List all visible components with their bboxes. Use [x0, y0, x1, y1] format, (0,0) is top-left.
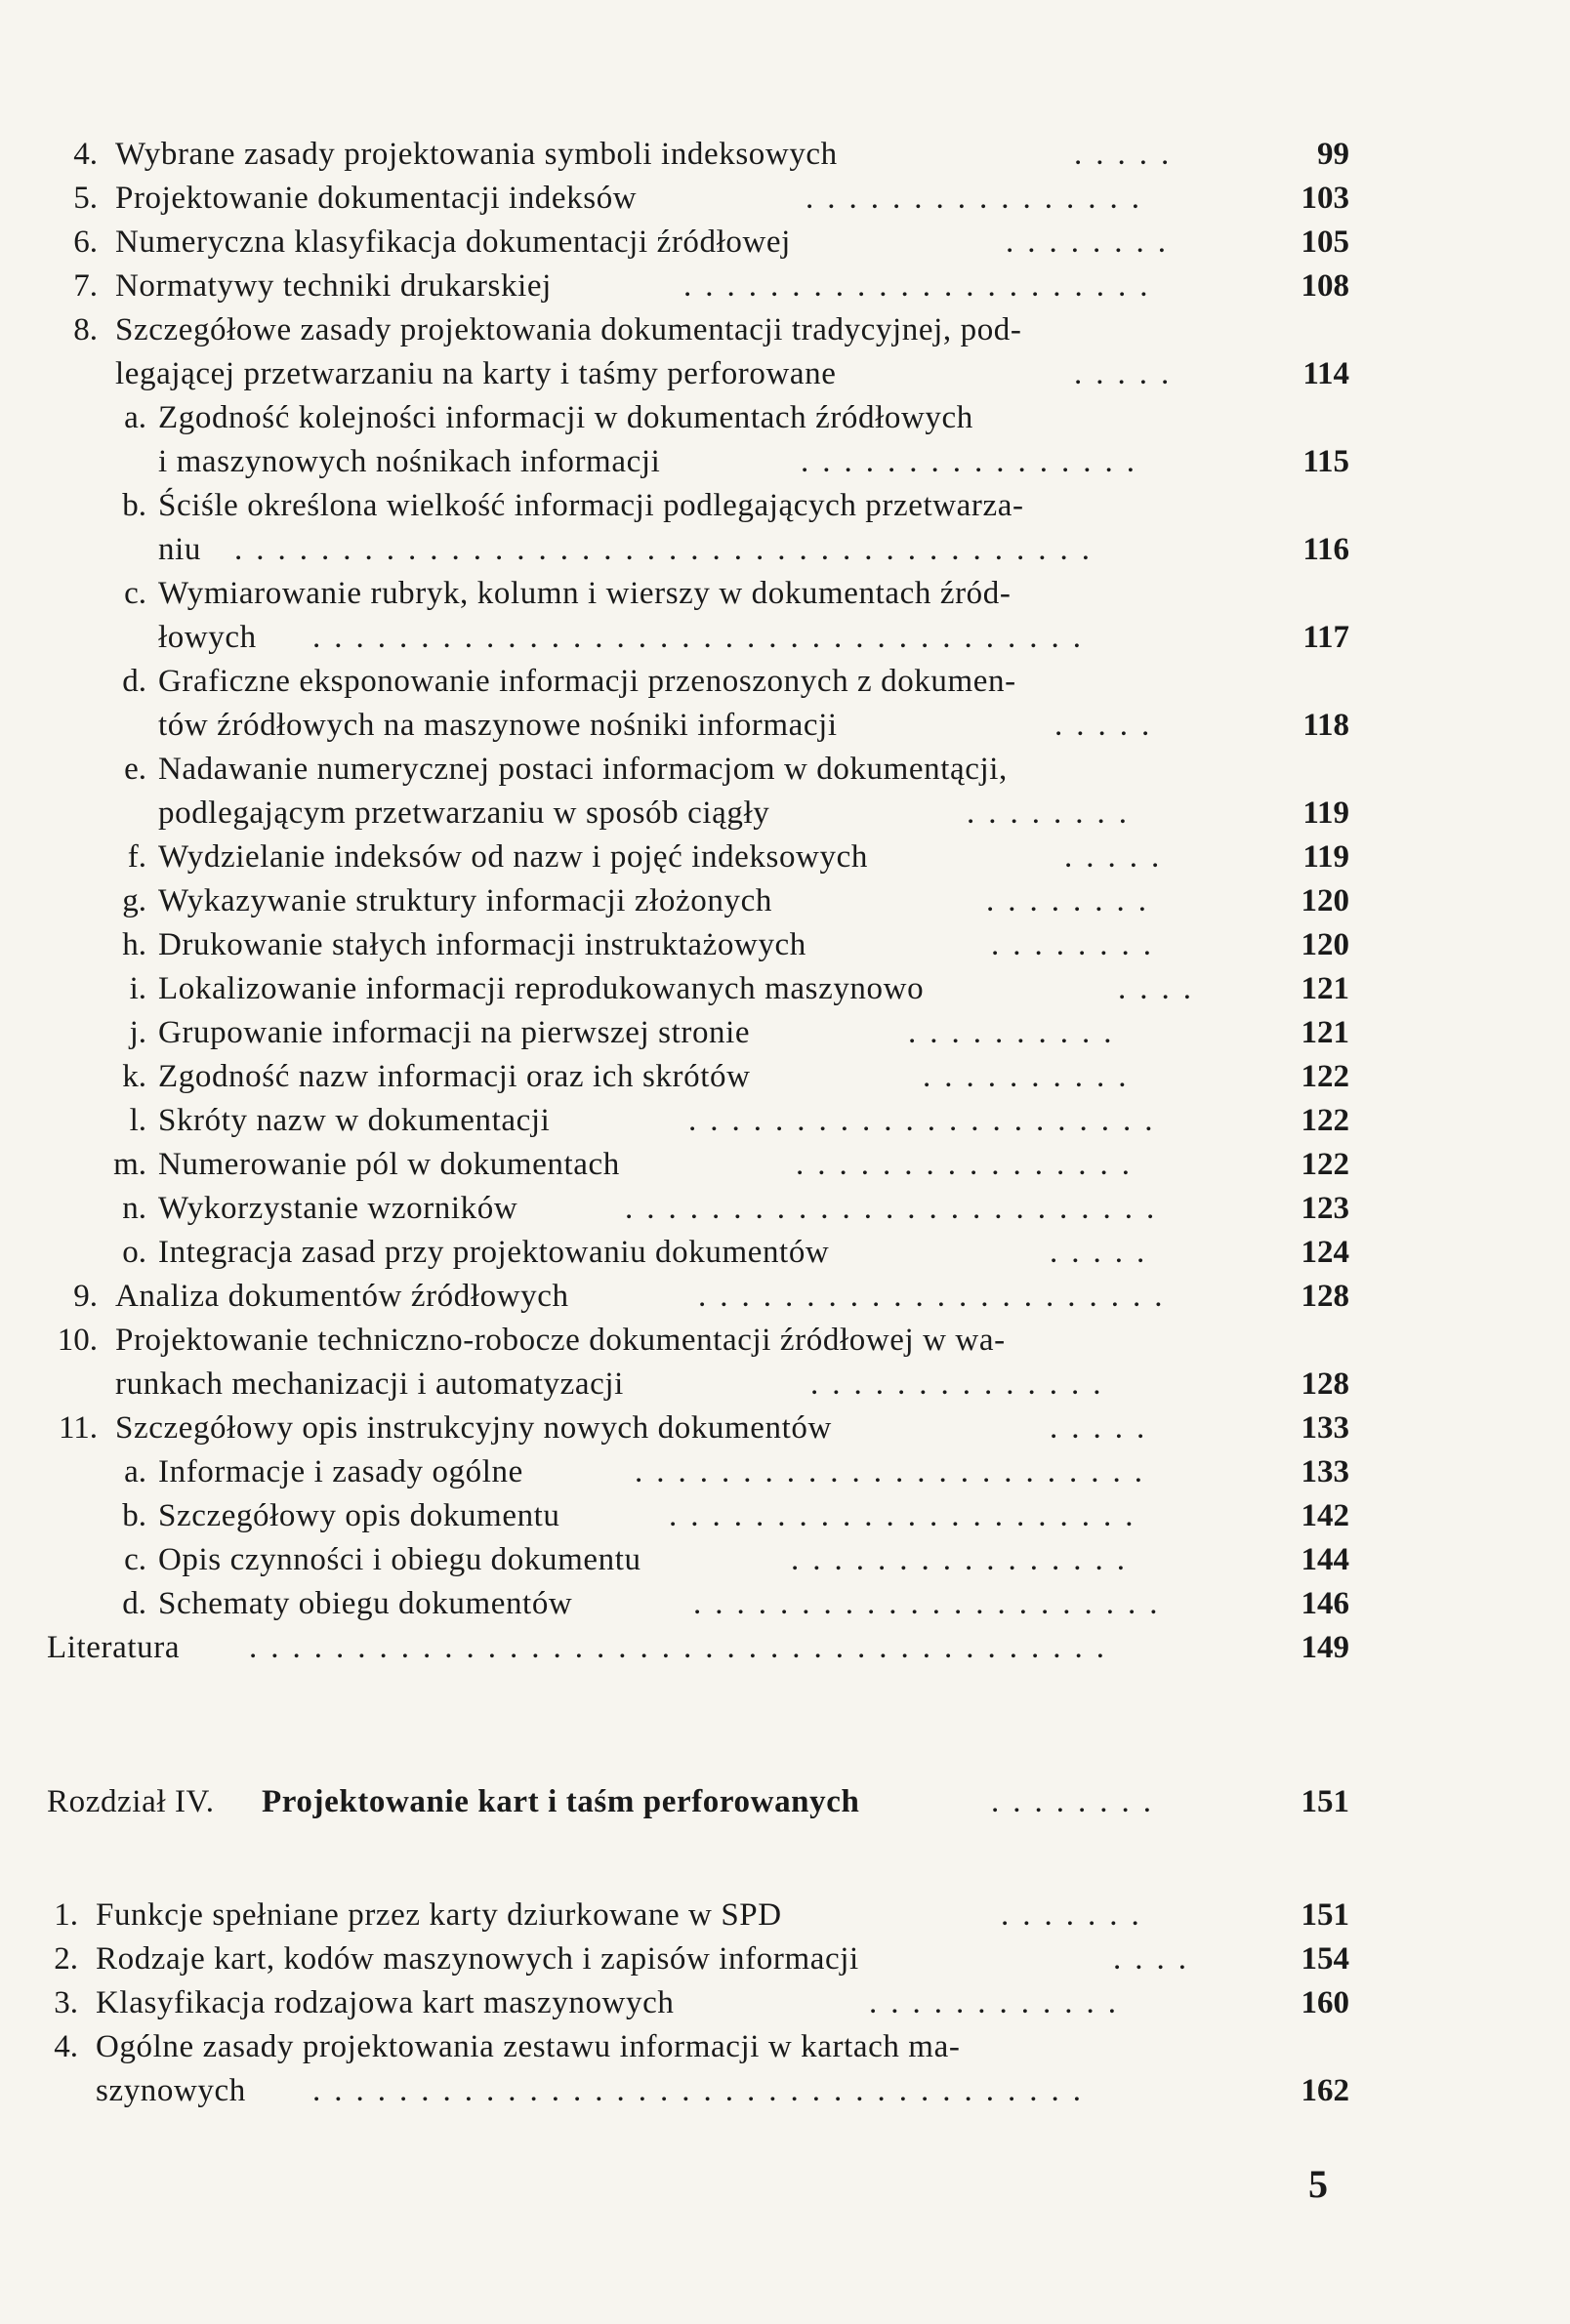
dot-leader: ...................... [693, 1586, 1172, 1621]
toc-entry [0, 1407, 1570, 1450]
dot-leader: .... [1118, 971, 1205, 1006]
toc-entry [0, 265, 1570, 308]
entry-number: 9. [73, 1279, 98, 1314]
entry-title: Numeryczna klasyfikacja dokumentacji źródłowej [115, 224, 791, 260]
toc-entry-continuation [0, 1363, 1570, 1407]
entry-title: Informacje i zasady ogólne [158, 1454, 523, 1489]
entry-page: 122 [1301, 1103, 1349, 1138]
entry-number: 8. [73, 312, 98, 347]
chapter-page: 151 [1301, 1784, 1349, 1819]
entry-title: Numerowanie pól w dokumentach [158, 1147, 620, 1182]
dot-leader: .................................... [312, 620, 1095, 655]
dot-leader: ..... [1074, 137, 1183, 172]
entry-page: 144 [1301, 1542, 1349, 1577]
chapter-title: Projektowanie kart i taśm perforowanych [262, 1784, 860, 1819]
entry-page: 146 [1301, 1586, 1349, 1621]
toc-entry [0, 660, 1570, 704]
toc-entry [0, 484, 1570, 528]
dot-leader: .................................... [312, 2073, 1095, 2108]
entry-number: i. [129, 971, 146, 1006]
entry-title: Analiza dokumentów źródłowych [115, 1279, 569, 1314]
entry-title: Wydzielanie indeksów od nazw i pojęć indeksowych [158, 839, 868, 875]
chapter-heading [0, 1780, 1570, 1824]
entry-page: 133 [1301, 1410, 1349, 1446]
entry-title: Wymiarowanie rubryk, kolumn i wierszy w dokumentach źród- [158, 576, 1012, 611]
dot-leader: ........ [991, 1784, 1165, 1819]
dot-leader: ........ [986, 883, 1160, 918]
entry-page: 116 [1302, 532, 1349, 567]
entry-page: 128 [1301, 1366, 1349, 1402]
entry-number: k. [122, 1059, 146, 1094]
entry-title: i maszynowych nośnikach informacji [158, 444, 661, 479]
entry-title: Ściśle określona wielkość informacji podlegających przetwarza- [158, 488, 1024, 523]
entry-title: Schematy obiegu dokumentów [158, 1586, 573, 1621]
toc-entry-continuation [0, 352, 1570, 396]
dot-leader: .............. [810, 1366, 1115, 1402]
toc-entry-continuation [0, 440, 1570, 484]
entry-number: 7. [73, 268, 98, 304]
dot-leader: ................ [796, 1147, 1143, 1182]
toc-entry [0, 2025, 1570, 2069]
entry-title: Normatywy techniki drukarskiej [115, 268, 552, 304]
entry-page: 114 [1302, 356, 1349, 391]
dot-leader: ........ [991, 927, 1165, 962]
dot-leader: ..... [1050, 1235, 1159, 1270]
entry-title: Projektowanie techniczno-robocze dokumentacji źródłowej w wa- [115, 1323, 1006, 1358]
entry-page: 121 [1301, 1015, 1349, 1050]
entry-page: 162 [1301, 2073, 1349, 2108]
toc-entry [0, 1187, 1570, 1231]
entry-number: c. [124, 576, 146, 611]
page-number: 5 [1308, 2162, 1328, 2206]
entry-page: 105 [1301, 224, 1349, 260]
entry-number: n. [122, 1191, 146, 1226]
entry-page: 122 [1301, 1147, 1349, 1182]
entry-title: Zgodność kolejności informacji w dokumentach źródłowych [158, 400, 973, 435]
entry-number: f. [127, 839, 146, 875]
entry-number: 11. [58, 1410, 98, 1446]
toc-entry [0, 396, 1570, 440]
entry-number: 4. [54, 2029, 78, 2064]
entry-page: 99 [1317, 137, 1349, 172]
toc-entry [0, 133, 1570, 177]
dot-leader: ...................... [698, 1279, 1177, 1314]
entry-page: 124 [1301, 1235, 1349, 1270]
entry-number: 5. [73, 181, 98, 216]
entry-number: a. [124, 1454, 146, 1489]
entry-page: 108 [1301, 268, 1349, 304]
entry-title: podlegającym przetwarzaniu w sposób ciągły [158, 795, 770, 831]
entry-number: a. [124, 400, 146, 435]
toc-entry-continuation [0, 616, 1570, 660]
entry-number: d. [122, 664, 146, 699]
entry-number: e. [124, 752, 146, 787]
toc-entry [0, 1011, 1570, 1055]
toc-entry-continuation [0, 704, 1570, 748]
entry-page: 142 [1301, 1498, 1349, 1533]
toc-entry [0, 1450, 1570, 1494]
dot-leader: ..... [1074, 356, 1183, 391]
entry-page: 118 [1302, 708, 1349, 743]
chapter-label: Rozdział IV. [47, 1784, 215, 1819]
entry-number: h. [122, 927, 146, 962]
dot-leader: ........................................ [249, 1630, 1118, 1665]
entry-page: 121 [1301, 971, 1349, 1006]
entry-page: 133 [1301, 1454, 1349, 1489]
entry-number: m. [113, 1147, 146, 1182]
toc-entry [0, 1582, 1570, 1626]
dot-leader: ..... [1064, 839, 1174, 875]
entry-title: tów źródłowych na maszynowe nośniki informacji [158, 708, 838, 743]
dot-leader: ..... [1054, 708, 1164, 743]
dot-leader: .......... [923, 1059, 1140, 1094]
entry-page: 119 [1302, 795, 1349, 831]
entry-title: Literatura [47, 1630, 181, 1665]
entry-number: 6. [73, 224, 98, 260]
entry-title: Nadawanie numerycznej postaci informacjom w dokumentącji, [158, 752, 1008, 787]
entry-title: Szczegółowe zasady projektowania dokumentacji tradycyjnej, pod- [115, 312, 1022, 347]
entry-page: 115 [1302, 444, 1349, 479]
dot-leader: ...................... [669, 1498, 1147, 1533]
entry-title: łowych [158, 620, 257, 655]
entry-title: Klasyfikacja rodzajowa kart maszynowych [96, 1985, 675, 2020]
toc-entry-continuation [0, 528, 1570, 572]
toc-entry [0, 1231, 1570, 1275]
toc-entry [0, 1099, 1570, 1143]
dot-leader: ........ [967, 795, 1140, 831]
entry-title: Integracja zasad przy projektowaniu dokumentów [158, 1235, 830, 1270]
toc-entry [0, 836, 1570, 879]
dot-leader: ................ [806, 181, 1153, 216]
entry-title: Rodzaje kart, kodów maszynowych i zapisów informacji [96, 1941, 859, 1977]
entry-title: Ogólne zasady projektowania zestawu informacji w kartach ma- [96, 2029, 961, 2064]
entry-title: Drukowanie stałych informacji instruktażowych [158, 927, 806, 962]
dot-leader: .......... [908, 1015, 1126, 1050]
dot-leader: ................ [801, 444, 1148, 479]
entry-number: c. [124, 1542, 146, 1577]
entry-page: 160 [1301, 1985, 1349, 2020]
entry-number: 4. [73, 137, 98, 172]
entry-title: Graficzne eksponowanie informacji przenoszonych z dokumen- [158, 664, 1016, 699]
entry-title: Opis czynności i obiegu dokumentu [158, 1542, 641, 1577]
entry-number: g. [122, 883, 146, 918]
entry-title: Szczegółowy opis instrukcyjny nowych dokumentów [115, 1410, 832, 1446]
entry-number: 10. [57, 1323, 98, 1358]
toc-entry [0, 1055, 1570, 1099]
entry-page: 123 [1301, 1191, 1349, 1226]
dot-leader: ......................... [625, 1191, 1169, 1226]
dot-leader: ...................... [688, 1103, 1167, 1138]
entry-title: niu [158, 532, 201, 567]
toc-entry [0, 221, 1570, 265]
toc-entry [0, 879, 1570, 923]
toc-entry [0, 1894, 1570, 1937]
entry-page: 154 [1301, 1941, 1349, 1977]
toc-entry [0, 967, 1570, 1011]
toc-entry-continuation [0, 2069, 1570, 2113]
entry-number: d. [122, 1586, 146, 1621]
toc-entry [0, 748, 1570, 792]
entry-title: szynowych [96, 2073, 246, 2108]
entry-title: Lokalizowanie informacji reprodukowanych maszynowo [158, 971, 925, 1006]
dot-leader: ..... [1050, 1410, 1159, 1446]
entry-page: 119 [1302, 839, 1349, 875]
entry-page: 149 [1301, 1630, 1349, 1665]
toc-entry [0, 1981, 1570, 2025]
dot-leader: ........................................ [234, 532, 1103, 567]
dot-leader: ........ [1006, 224, 1179, 260]
entry-title: Zgodność nazw informacji oraz ich skrótów [158, 1059, 751, 1094]
entry-page: 151 [1301, 1897, 1349, 1933]
dot-leader: ...................... [683, 268, 1162, 304]
toc-entry [0, 572, 1570, 616]
entry-number: 3. [54, 1985, 78, 2020]
entry-number: 2. [54, 1941, 78, 1977]
entry-number: o. [122, 1235, 146, 1270]
entry-page: 120 [1301, 883, 1349, 918]
entry-title: Wykorzystanie wzorników [158, 1191, 518, 1226]
entry-page: 103 [1301, 181, 1349, 216]
entry-page: 117 [1302, 620, 1349, 655]
entry-page: 122 [1301, 1059, 1349, 1094]
dot-leader: ................ [791, 1542, 1138, 1577]
entry-page: 128 [1301, 1279, 1349, 1314]
entry-number: b. [122, 488, 146, 523]
entry-title: legającej przetwarzaniu na karty i taśmy perforowane [115, 356, 837, 391]
entry-number: j. [129, 1015, 146, 1050]
entry-title: Wybrane zasady projektowania symboli indeksowych [115, 137, 838, 172]
dot-leader: ....... [1001, 1897, 1153, 1933]
entry-title: Szczegółowy opis dokumentu [158, 1498, 560, 1533]
dot-leader: ............ [869, 1985, 1130, 2020]
toc-entry [0, 308, 1570, 352]
entry-number: l. [129, 1103, 146, 1138]
toc-entry [0, 1937, 1570, 1981]
entry-title: Projektowanie dokumentacji indeksów [115, 181, 638, 216]
toc-entry [0, 1319, 1570, 1363]
entry-page: 120 [1301, 927, 1349, 962]
toc-entry-continuation [0, 792, 1570, 836]
toc-entry [0, 177, 1570, 221]
dot-leader: .... [1113, 1941, 1200, 1977]
toc-entry [0, 1626, 1570, 1670]
entry-number: b. [122, 1498, 146, 1533]
entry-title: Funkcje spełniane przez karty dziurkowane w SPD [96, 1897, 782, 1933]
entry-title: Wykazywanie struktury informacji złożonych [158, 883, 772, 918]
toc-entry [0, 1538, 1570, 1582]
entry-number: 1. [54, 1897, 78, 1933]
entry-title: Grupowanie informacji na pierwszej stronie [158, 1015, 751, 1050]
toc-entry [0, 923, 1570, 967]
dot-leader: ........................ [635, 1454, 1156, 1489]
entry-title: Skróty nazw w dokumentacji [158, 1103, 551, 1138]
toc-entry [0, 1275, 1570, 1319]
toc-entry [0, 1143, 1570, 1187]
entry-title: runkach mechanizacji i automatyzacji [115, 1366, 624, 1402]
toc-entry [0, 1494, 1570, 1538]
